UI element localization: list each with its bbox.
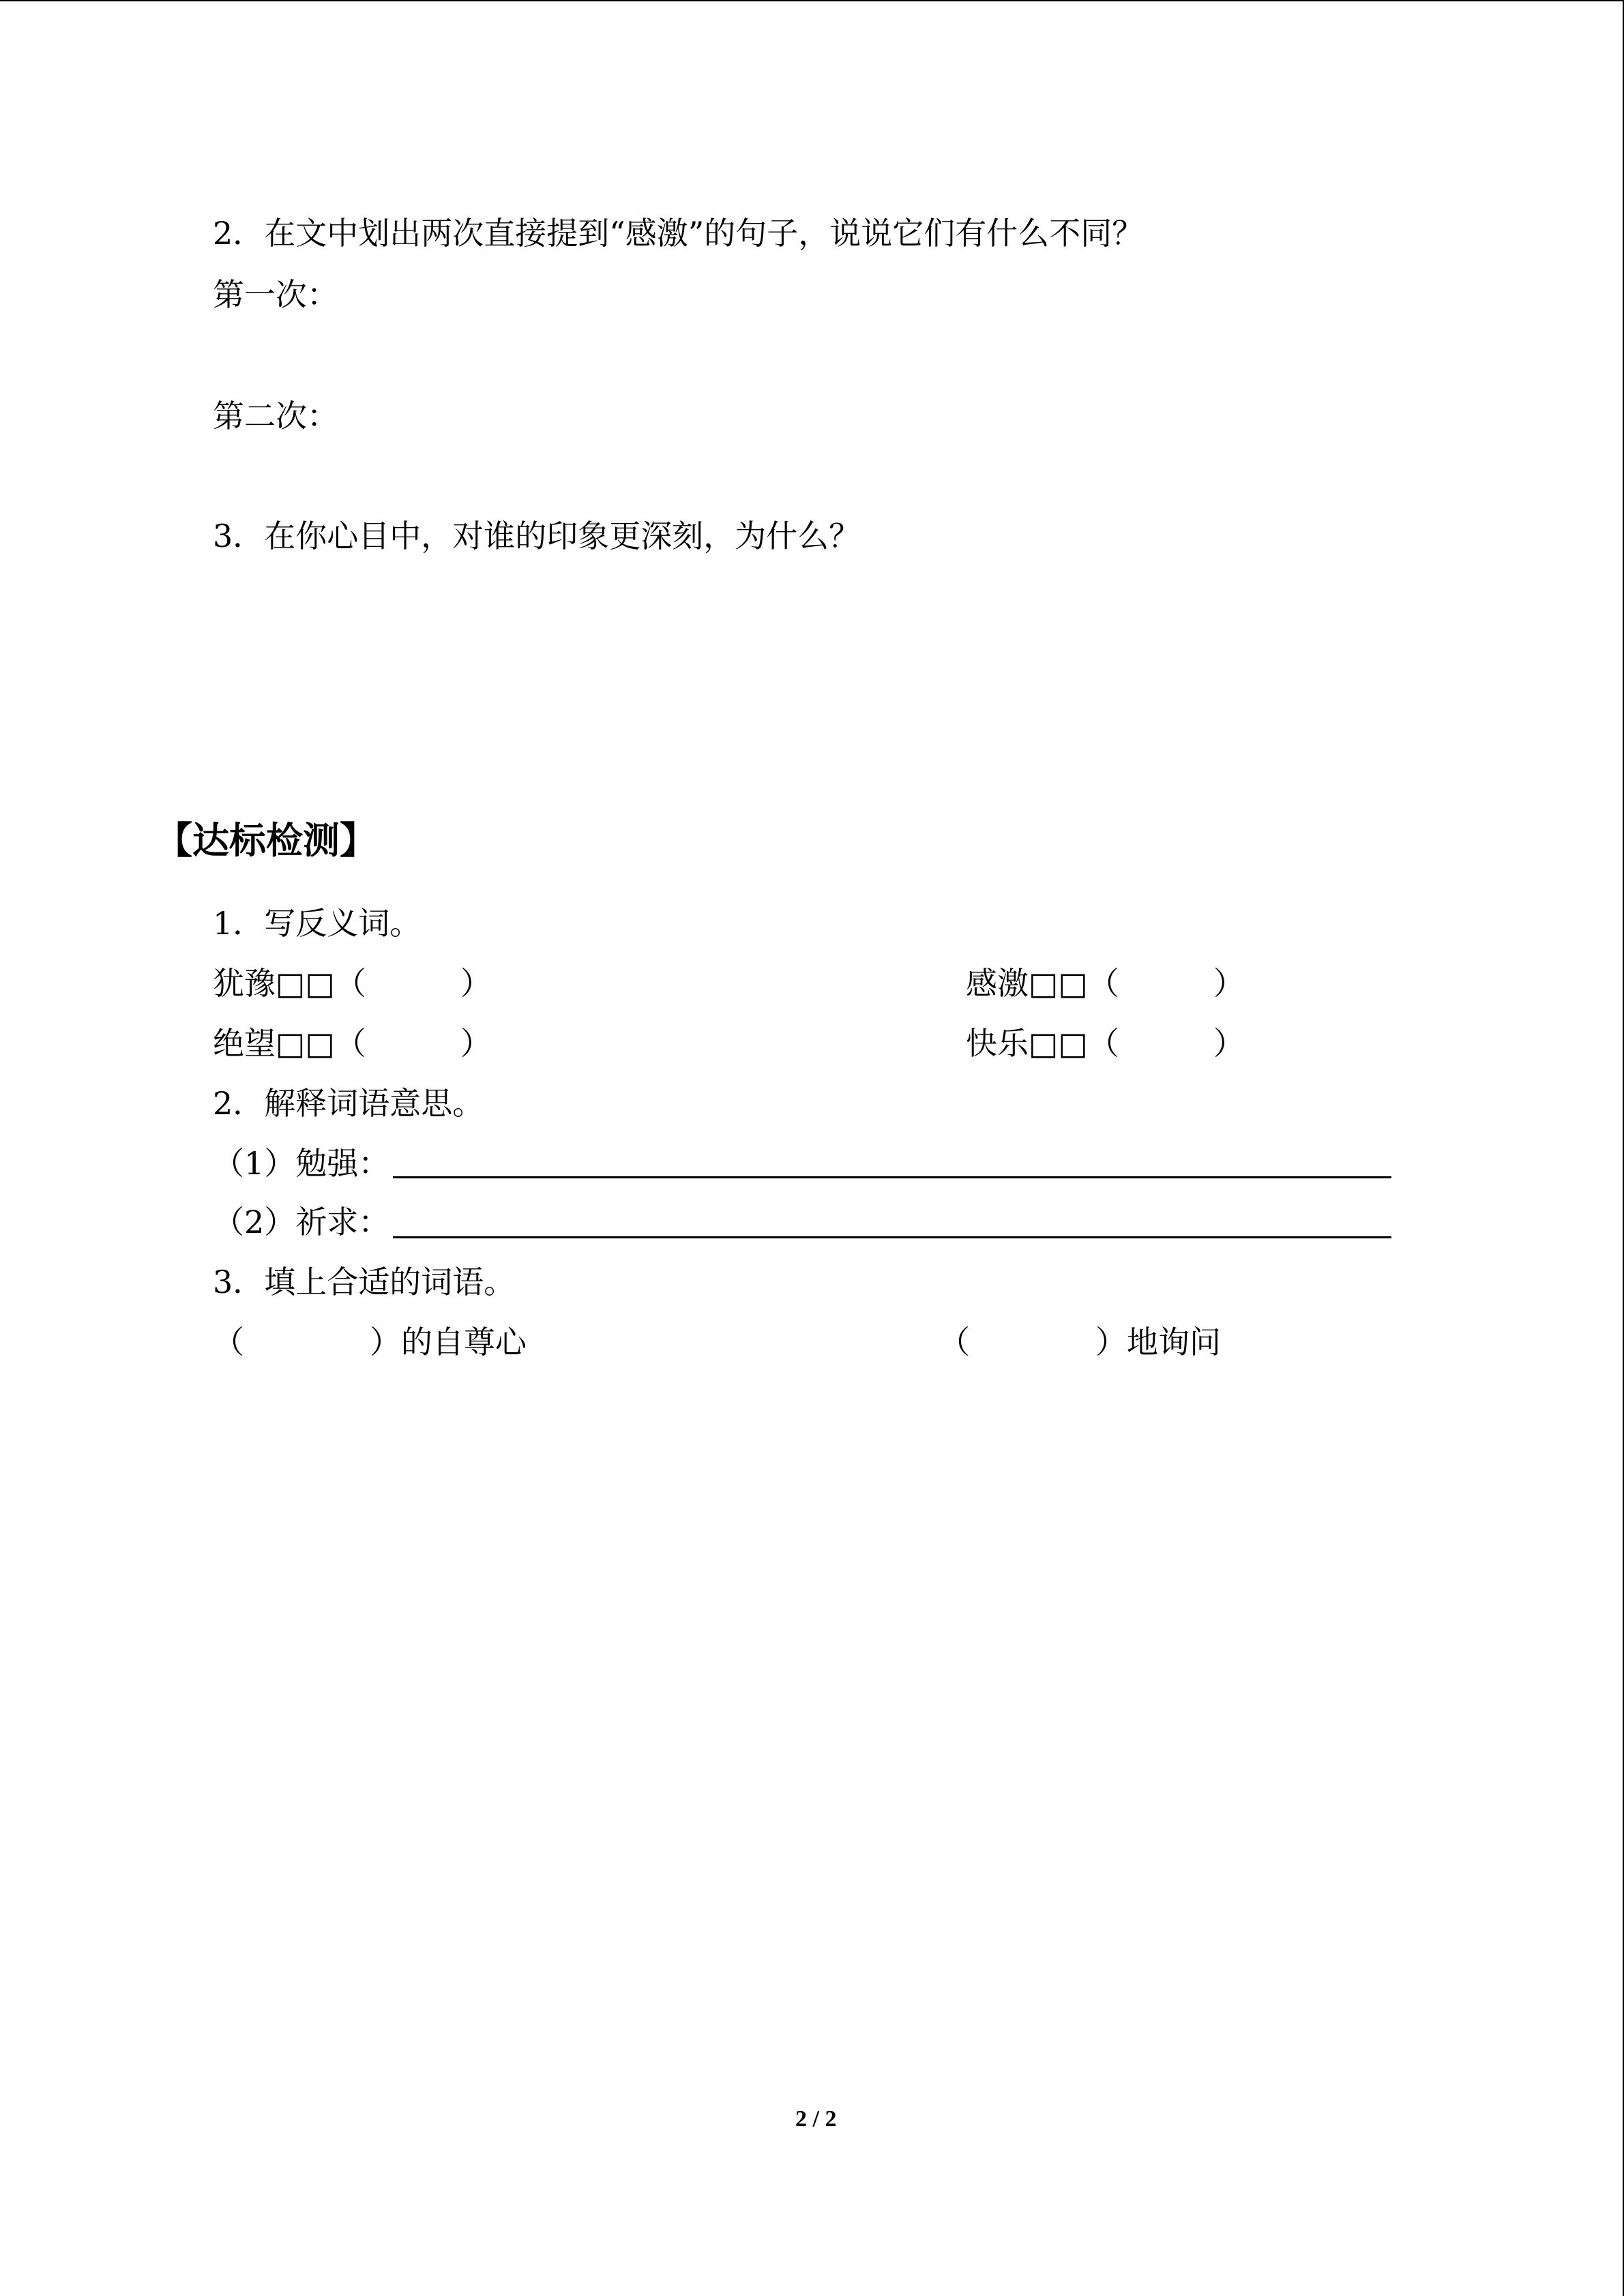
question-2: 2．在文中划出两次直接提到“感激”的句子，说说它们有什么不同？ — [213, 215, 1144, 252]
fill-item: （ ）地询问 — [939, 1324, 1221, 1360]
antonym-item: 绝望□□（ ） — [213, 1025, 492, 1062]
section-title: 【达标检测】 — [156, 818, 377, 862]
antonym-item: 犹豫□□（ ） — [213, 965, 492, 1002]
explain-answer-line-1[interactable] — [393, 1176, 1391, 1178]
explain-item-label: （2）祈求： — [213, 1204, 390, 1240]
page-border-top — [0, 0, 1624, 1]
antonym-item: 快乐□□（ ） — [966, 1025, 1245, 1062]
explain-answer-line-2[interactable] — [393, 1236, 1391, 1238]
fill-prompt: 3．填上合适的词语。 — [213, 1264, 516, 1300]
fill-item: （ ）的自尊心 — [213, 1324, 527, 1360]
antonyms-prompt: 1．写反义词。 — [213, 905, 422, 942]
explain-prompt: 2．解释词语意思。 — [213, 1085, 484, 1122]
question-2-first-answer-label: 第一次： — [213, 276, 338, 313]
question-3: 3．在你心目中，对谁的印象更深刻，为什么？ — [213, 518, 861, 554]
antonym-item: 感激□□（ ） — [966, 965, 1245, 1002]
question-2-second-answer-label: 第二次： — [213, 398, 338, 434]
explain-item-label: （1）勉强： — [213, 1145, 390, 1182]
page-number: 2 / 2 — [795, 2106, 837, 2132]
